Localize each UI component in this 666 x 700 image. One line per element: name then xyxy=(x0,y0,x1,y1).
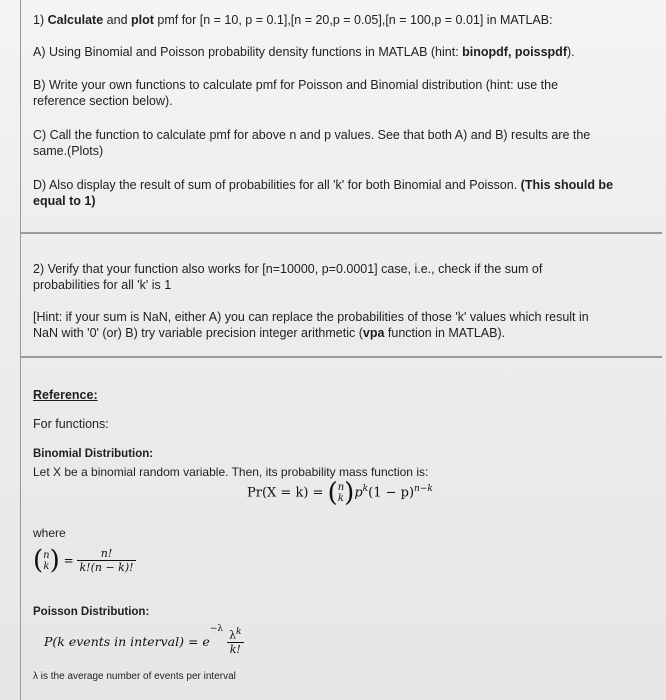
q1-title: 1) Calculate and plot pmf for [n = 10, p = 0.1],[n = 20,p = 0.05],[n = 100,p = 0.01] in MATLAB: xyxy=(33,13,553,27)
q1-part-d-line1: D) Also display the result of sum of probabilities for all 'k' for both Binomial and Poisson. (This should be xyxy=(33,178,614,192)
q1-part-d-line2: equal to 1) xyxy=(33,194,96,208)
q2-line1: 2) Verify that your function also works for [n=10000, p=0.0001] case, i.e., check if the sum of xyxy=(33,262,543,276)
binomial-heading: Binomial Distribution: xyxy=(33,448,154,460)
binomial-description: Let X be a binomial random variable. Then, its probability mass function is: xyxy=(33,465,429,479)
q1-part-c-line1: C) Call the function to calculate pmf for above n and p values. See that both A) and B) results are the xyxy=(33,128,591,142)
poisson-pmf-formula: P(k events in interval) = $e^{-\lambda}$ $\frac{\lambda^k}{k!}$ xyxy=(44,624,242,656)
for-functions-label: For functions: xyxy=(33,417,109,431)
binomial-pmf-formula: Pr(X = k) = (n $k)p^k(1 - p)^{n-k}$ xyxy=(247,478,433,508)
question-1-box xyxy=(20,0,662,233)
q2-line2: probabilities for all 'k' is 1 xyxy=(33,278,172,292)
q1-part-c-line2: same.(Plots) xyxy=(33,144,104,158)
q2-hint-line1: [Hint: if your sum is NaN, either A) you can replace the probabilities of those 'k' values which result in xyxy=(33,310,589,324)
lambda-note: λ is the average number of events per interval xyxy=(33,671,236,682)
binomial-coefficient-formula: (n k) = $\frac{n!}{k!(n - k)!}$ xyxy=(33,545,134,576)
q1-part-b-line2: reference section below). xyxy=(33,94,173,108)
where-label: where xyxy=(33,526,66,540)
q1-part-a: A) Using Binomial and Poisson probability density functions in MATLAB (hint: binopdf, poisspdf). xyxy=(33,45,575,59)
poisson-heading: Poisson Distribution: xyxy=(33,606,150,618)
q1-part-b-line1: B) Write your own functions to calculate pmf for Poisson and Binomial distribution (hint: use the xyxy=(33,78,559,92)
q2-hint-line2: NaN with '0' (or) B) try variable precision integer arithmetic (vpa function in MATLAB). xyxy=(33,326,506,340)
reference-heading: Reference: xyxy=(33,388,98,402)
